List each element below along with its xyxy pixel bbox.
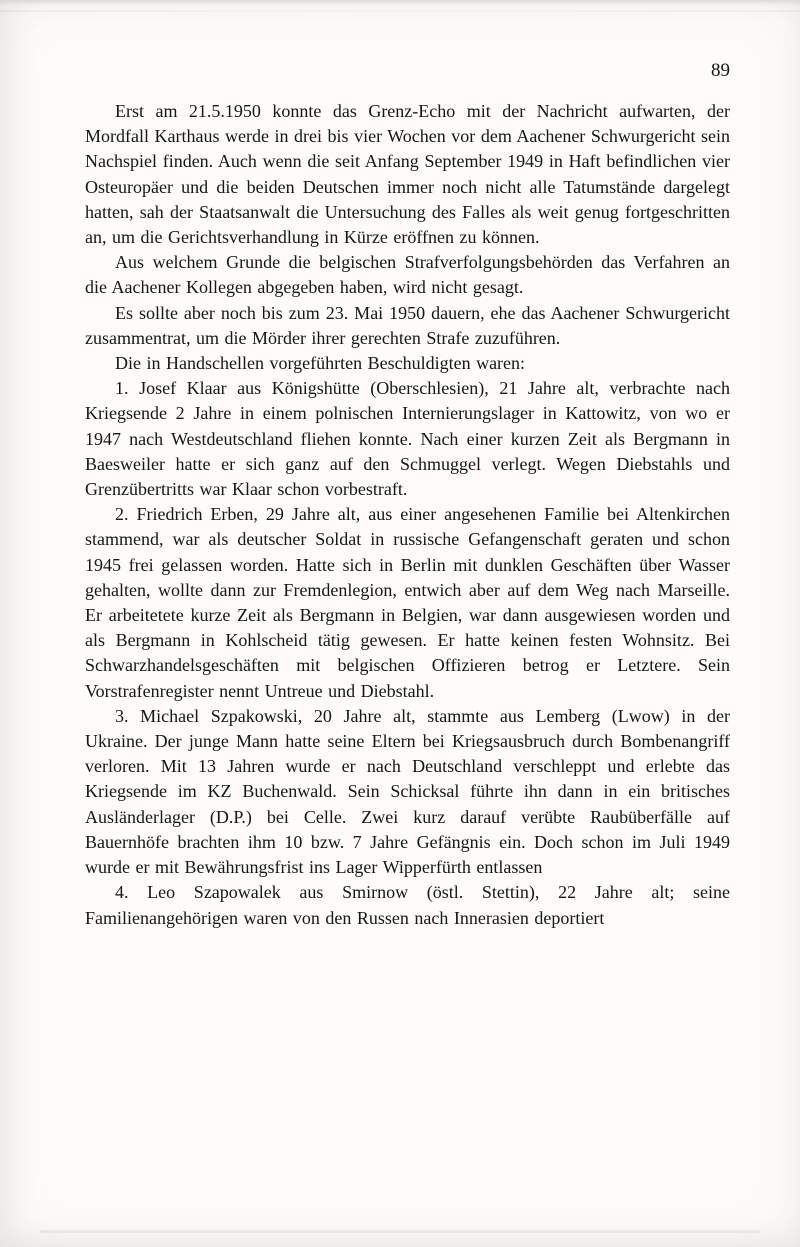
paragraph-trial-date: Es sollte aber noch bis zum 23. Mai 1950 dauern, ehe das Aachener Schwurgericht zusammentrat, um die Mörder ihrer gerechten Strafe zuzuführen. <box>85 302 730 348</box>
paragraph-intro: Erst am 21.5.1950 konnte das Grenz-Echo mit der Nachricht aufwarten, der Mordfall Karthaus werde in drei bis vier Wochen vor dem Aachener Schwurgericht sein Nachspiel finden. Auch wenn die seit Anfang September 1949 in Haft befindlichen vier Osteuropäer und die beiden Deutschen immer noch nicht alle Tatumstände dargelegt hatten, sah der Staatsanwalt die Untersuchung des Falles als weit genug fortgeschritten an, um die Gerichtsverhandlung in Kürze eröffnen zu können. <box>85 101 730 248</box>
page-number: 89 <box>711 60 730 81</box>
paragraph-defendant-2: 2. Friedrich Erben, 29 Jahre alt, aus einer angesehenen Familie bei Altenkirchen stammend, war als deutscher Soldat in russische Gefangenschaft geraten und schon 1945 frei gelassen worden. Hatte sich in Berlin mit dunklen Geschäften über Wasser gehalten, wollte dann zur Fremdenlegion, entwich aber auf dem Weg nach Marseille. Er arbeitetete kurze Zeit als Bergmann in Belgien, war dann ausgewiesen worden und als Bergmann in Kohlscheid tätig gewesen. Er hatte keinen festen Wohnsitz. Bei Schwarzhandelsgeschäften mit belgischen Offizieren betrog er Letztere. Sein Vorstrafenregister nennt Untreue und Diebstahl. <box>85 504 730 701</box>
paragraph-defendant-4: 4. Leo Szapowalek aus Smirnow (östl. Stettin), 22 Jahre alt; seine Familienangehörigen waren von den Russen nach Innerasien deportiert <box>85 882 730 928</box>
scan-edge-top <box>0 10 800 12</box>
paragraph-defendant-3: 3. Michael Szpakowski, 20 Jahre alt, stammte aus Lemberg (Lwow) in der Ukraine. Der junge Mann hatte seine Eltern bei Kriegsausbruch durch Bombenangriff verloren. Mit 13 Jahren wurde er nach Deutschland verschleppt und erlebte das Kriegsende im KZ Buchenwald. Sein Schicksal führte ihn dann in ein britisches Ausländerlager (D.P.) bei Celle. Zwei kurz darauf verübte Raubüberfälle auf Bauernhöfe brachten ihm 10 bzw. 7 Jahre Gefängnis ein. Doch schon im Juli 1949 wurde er mit Bewährungsfrist ins Lager Wipperfürth entlassen <box>85 705 730 878</box>
paragraph-defendant-1: 1. Josef Klaar aus Königshütte (Oberschlesien), 21 Jahre alt, verbrachte nach Kriegsende 2 Jahre in einem polnischen Internierungslager in Kattowitz, von wo er 1947 nach Westdeutschland fliehen konnte. Nach einer kurzen Zeit als Bergmann in Baesweiler hatte er sich ganz auf den Schmuggel verlegt. Wegen Diebstahls und Grenzübertritts war Klaar schon vorbestraft. <box>85 378 730 500</box>
scan-edge-bottom <box>40 1230 760 1233</box>
paragraph-list-lead: Die in Handschellen vorgeführten Beschuldigten waren: <box>115 353 526 374</box>
page-text <box>85 99 730 931</box>
paragraph-transfer: Aus welchem Grunde die belgischen Strafverfolgungsbehörden das Verfahren an die Aachener Kollegen abgegeben haben, wird nicht gesagt. <box>85 252 730 298</box>
